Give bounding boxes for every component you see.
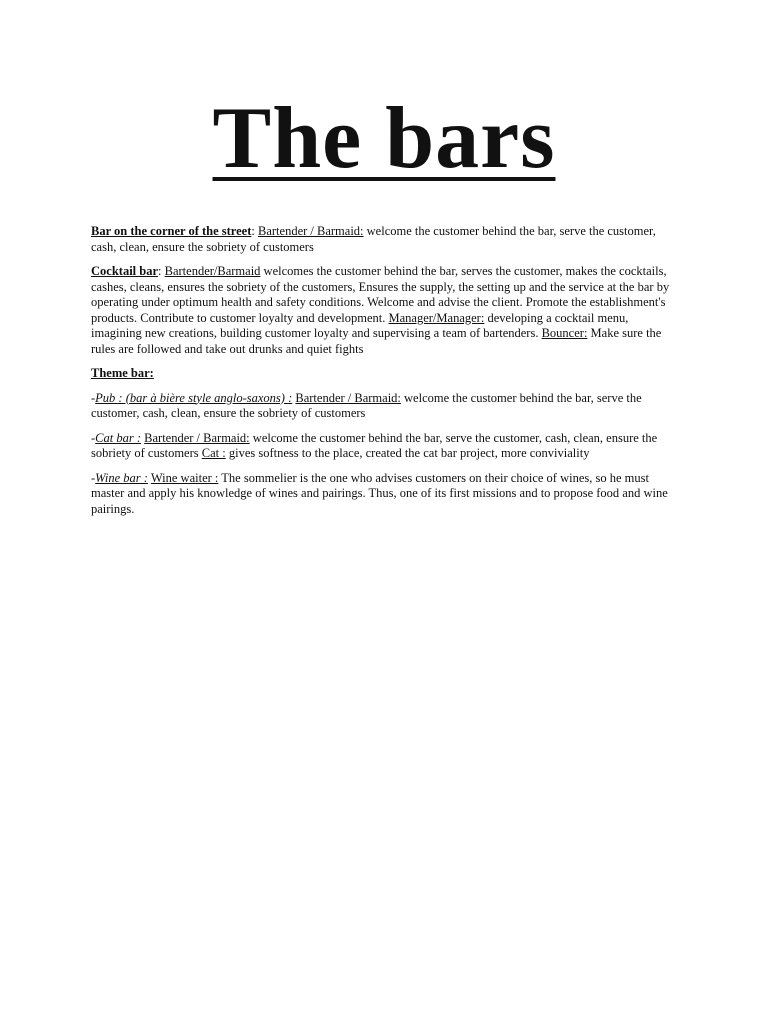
paragraph-pub	[91, 391, 681, 422]
role-bartender: Bartender / Barmaid:	[258, 224, 364, 238]
page-title	[0, 88, 768, 189]
description-text: welcome the customer behind the bar, serve the customer, cash, clean, ensure the sobriety of customers	[91, 430, 658, 460]
role-bouncer: Bouncer:	[541, 326, 588, 340]
description-text: The sommelier is the one who advises customers on their choice of wines, so he must master and apply his knowledge of wines and pairings. Thus, one of its first missions and to propose food and wine pairings.	[91, 470, 668, 516]
description-text: welcome the customer behind the bar, serve the customer, cash, clean, ensure the sobriety of customers	[91, 390, 642, 420]
list-dash: -	[91, 470, 96, 485]
description-text: welcomes the customer behind the bar, serves the customer, makes the cocktails, cashes, cleans, ensures the sobriety of the customers, Ensures the supply, the setting up and the service at the bar by operating under optimum health and safety conditions. Welcome and advise the client. Promote the establishment's products. Contribute to customer loyalty and development.	[91, 264, 670, 325]
role-bartender: Bartender / Barmaid:	[144, 430, 250, 445]
description-text: developing a cocktail menu, imagining new creations, building customer loyalty and supervising a team of bartenders.	[91, 310, 629, 340]
separator: :	[251, 224, 258, 238]
paragraph-cocktail-bar	[91, 264, 681, 357]
description-text: gives softness to the place, created the cat bar project, more conviviality	[225, 446, 590, 460]
paragraph-theme-bar	[91, 366, 681, 382]
role-bartender: Bartender / Barmaid:	[295, 390, 401, 405]
list-dash: -	[91, 390, 96, 405]
paragraph-cat-bar	[91, 431, 681, 462]
separator: :	[158, 264, 165, 278]
heading-theme-bar: Theme bar:	[91, 366, 154, 380]
paragraph-corner-bar	[91, 224, 681, 255]
role-wine-waiter: Wine waiter :	[150, 470, 219, 485]
heading-corner-bar: Bar on the corner of the street	[91, 224, 252, 238]
document-body	[91, 224, 681, 526]
description-text: Make sure the rules are followed and take out drunks and quiet fights	[91, 326, 662, 356]
paragraph-wine-bar	[91, 471, 681, 518]
list-dash: -	[91, 430, 96, 445]
role-manager: Manager/Manager:	[388, 310, 485, 325]
description-text: welcome the customer behind the bar, serve the customer, cash, clean, ensure the sobriety of customers	[91, 224, 656, 254]
role-cat: Cat :	[201, 446, 226, 460]
bar-name-pub: Pub : (bar à bière style anglo-saxons) :	[95, 390, 293, 405]
title-text: The bars	[212, 90, 556, 187]
bar-name-wine: Wine bar :	[95, 470, 148, 485]
heading-cocktail-bar: Cocktail bar	[91, 264, 159, 278]
role-bartender: Bartender/Barmaid	[164, 264, 261, 278]
bar-name-cat: Cat bar :	[95, 430, 142, 445]
